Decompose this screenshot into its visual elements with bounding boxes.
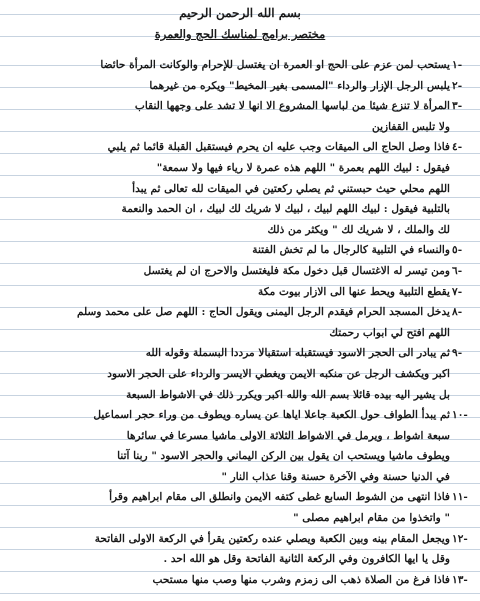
text-line xyxy=(4,549,476,570)
line-text: يقطع التلبية ويحط عنها الى الازار بيوت مكة xyxy=(258,285,450,298)
line-text: ثم يبادر الى الحجر الاسود فيستقبله استقبالا مرددا البسملة وقوله الله xyxy=(145,347,450,360)
text-line xyxy=(4,199,476,220)
item-number: ١- xyxy=(452,59,463,71)
text-line xyxy=(4,137,476,158)
item-number: ١٠- xyxy=(452,409,468,422)
item-number: ٦- xyxy=(452,264,463,277)
text-body xyxy=(4,55,476,590)
line-text: فاذا انتهى من الشوط السابع غطى كتفه الايمن وانطلق الى مقام ابراهيم وقرأ xyxy=(109,491,450,504)
line-text: فاذا وصل الحاج الى الميقات وجب عليه ان يحرم فيستقبل القبلة قائما ثم يلبي xyxy=(107,141,450,154)
text-line xyxy=(4,426,476,447)
line-text: المرأة لا تنزع شيئا من لباسها المشروع الا انها لا تشد على وجهها النقاب xyxy=(134,100,450,113)
text-line xyxy=(4,220,476,241)
text-line xyxy=(4,179,476,200)
text-line xyxy=(4,158,476,179)
text-line xyxy=(4,55,476,76)
line-text: يدخل المسجد الحرام فيقدم الرجل اليمنى ويقول الحاج : اللهم صل على محمد وسلم xyxy=(77,306,450,319)
document-title: مختصر برامج لمناسك الحج والعمرة xyxy=(154,27,326,41)
line-text: ومن تيسر له الاغتسال قبل دخول مكة فليغتسل والاحرج ان لم يغتسل xyxy=(143,264,450,277)
item-number: ١٢- xyxy=(452,532,468,545)
text-line xyxy=(4,323,476,344)
text-line xyxy=(4,302,476,323)
line-text: " واتخذوا من مقام ابراهيم مصلى " xyxy=(293,512,450,525)
line-text: ويطوف ماشيا ويستحب ان يقول بين الركن اليماني والحجر الاسود " ربنا آتنا xyxy=(117,450,450,463)
text-line xyxy=(4,405,476,426)
line-text: بالتلبية فيقول : لبيك اللهم لبيك ، لبيك لا شريك لك لبيك ، ان الحمد والنعمة xyxy=(121,203,450,216)
line-text: لك والملك ، لا شريك لك " ويكثر من ذلك xyxy=(267,223,450,236)
line-text: ولا تلبس القفازين xyxy=(372,120,450,133)
basmala-heading: بسم الله الرحمن الرحيم xyxy=(179,6,301,20)
text-line xyxy=(4,240,476,261)
line-text: في الدنيا حسنة وفي الآخرة حسنة وقنا عذاب النار " xyxy=(221,470,450,483)
text-line xyxy=(4,343,476,364)
line-text: فيقول : لبيك اللهم بعمرة " اللهم هذه عمرة لا رياء فيها ولا سمعة" xyxy=(156,161,450,174)
text-line xyxy=(4,508,476,529)
line-text: وقل يا ايها الكافرون وفي الركعة الثانية الفاتحة وقل هو الله احد . xyxy=(163,553,450,566)
text-line xyxy=(4,467,476,488)
item-number: ٧- xyxy=(452,285,463,298)
item-number: ٥- xyxy=(452,244,463,257)
line-text: والنساء في التلبية كالرجال ما لم تخش الفتنة xyxy=(252,244,450,257)
item-number: ٢- xyxy=(452,79,463,92)
line-text: يلبس الرجل الإزار والرداء "المسمى بغير المخيط" ويكره من غيرهما xyxy=(149,79,450,92)
line-text: اكبر ويكشف الرجل عن منكبه الايمن ويغطي الايسر والرداء على الحجر الاسود xyxy=(107,367,450,380)
line-text: فاذا فرغ من الصلاة ذهب الى زمزم وشرب منها وصب منها مستحب xyxy=(152,573,450,586)
text-line xyxy=(4,76,476,97)
item-number: ٩- xyxy=(452,347,463,360)
text-line xyxy=(4,529,476,550)
text-line xyxy=(4,282,476,303)
item-number: ١١- xyxy=(452,491,468,504)
line-text: ويجعل المقام بينه وبين الكعبة ويصلي عنده ركعتين يقرأ في الركعة الاولى الفاتحة xyxy=(94,532,450,545)
item-number: ١٣- xyxy=(452,573,468,586)
line-text: اللهم افتح لي ابواب رحمتك xyxy=(329,326,450,339)
text-line xyxy=(4,570,476,591)
text-line xyxy=(4,261,476,282)
line-text: ثم يبدأ الطواف حول الكعبة جاعلا اياها عن يساره ويطوف من وراء حجر اسماعيل xyxy=(93,409,450,422)
line-text: سبعة اشواط ، ويرمل في الاشواط الثلاثة الاولى ماشيا مسرعا في سائرها xyxy=(126,429,450,442)
text-line xyxy=(4,117,476,138)
line-text: اللهم محلي حيث حبستني ثم يصلي ركعتين في الميقات لله تعالى ثم يبدأ xyxy=(132,182,450,195)
text-line xyxy=(4,446,476,467)
text-line xyxy=(4,487,476,508)
text-line xyxy=(4,385,476,406)
item-number: ٤- xyxy=(452,141,463,154)
text-line xyxy=(4,364,476,385)
line-text: بل يشير اليه بيده قائلا بسم الله والله اكبر ويكرر ذلك في الاشواط السبعة xyxy=(126,388,450,401)
text-line xyxy=(4,96,476,117)
item-number: ٨- xyxy=(452,306,463,319)
item-number: ٣- xyxy=(452,100,463,113)
line-text: يستحب لمن عزم على الحج او العمرة ان يغتسل للإحرام والوكانت المرأة حائضا xyxy=(100,59,450,71)
